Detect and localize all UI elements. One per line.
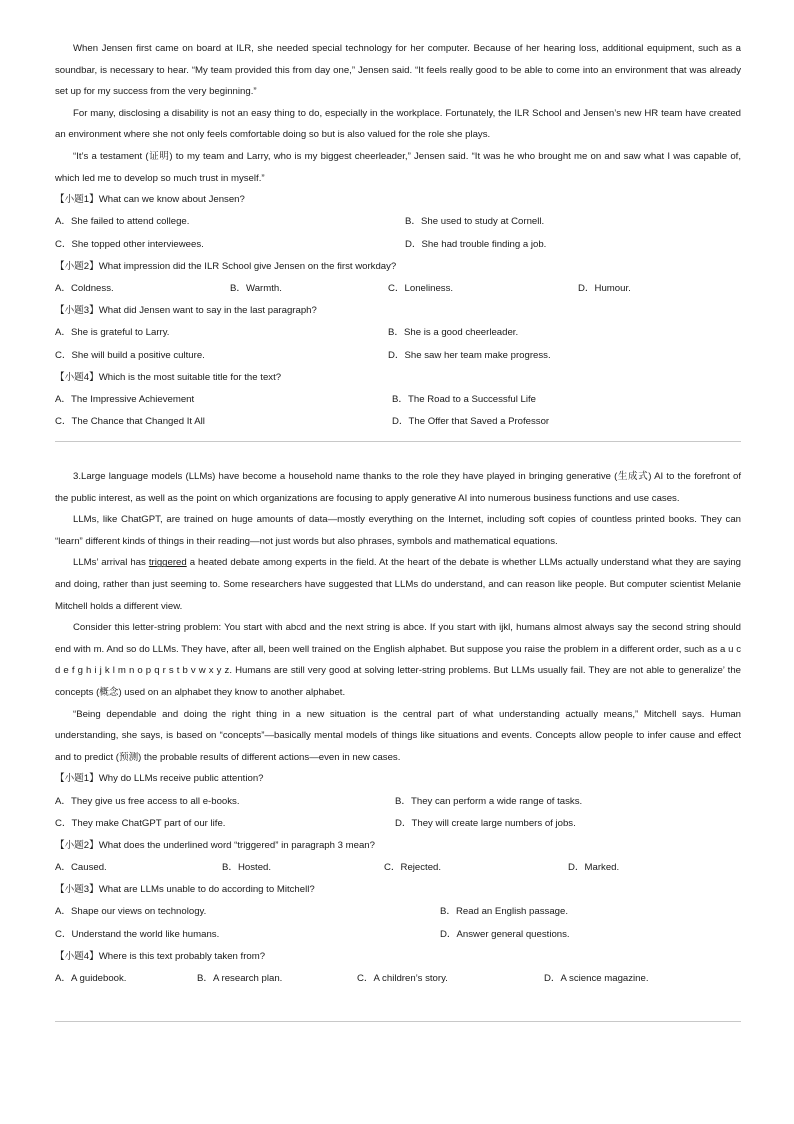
option-a: A．A guidebook. (55, 973, 127, 985)
passage-3-paragraph (55, 552, 741, 617)
question-stem: 【小题4】Which is the most suitable title for the text? (55, 371, 282, 383)
option-row (55, 234, 741, 256)
option-row (55, 322, 741, 344)
option-d: D．She saw her team make progress. (388, 349, 551, 361)
option-row (55, 211, 741, 233)
passage-3-paragraph: Consider this letter-string problem: You start with abcd and the next string is abce. If you start with ijkl, humans almost always say the second string should end with m. And so do LLMs. They have, after all, been well trained on the English alphabet. But suppose you raise the problem in a different order, such as a u c d e f g h i j k l m n o p q r s t b v w x y z. Humans are still very good at solving letter-string problems. But LLMs usually fail. They are not able to generalize’ the concepts (概念) used on an alphabet they know to another alphabet. (55, 622, 741, 698)
option-d: D．They will create large numbers of jobs. (395, 817, 576, 829)
option-b: B．The Road to a Successful Life (392, 393, 536, 405)
option-d: D．A science magazine. (544, 973, 649, 985)
question-stem: 【小题1】What can we know about Jensen? (55, 194, 245, 206)
passage-2-paragraph: “It’s a testament (证明) to my team and Larry, who is my biggest cheerleader,” Jensen said. “It was he who brought me on and saw what I was capable of, which led me to develop so much trust in myself.” (55, 150, 741, 184)
option-c: C．She will build a positive culture. (55, 349, 205, 361)
option-row (55, 968, 741, 990)
option-d: D．Humour. (578, 282, 631, 294)
question-stem: 【小题2】What impression did the ILR School give Jensen on the first workday? (55, 260, 397, 272)
option-a: A．She failed to attend college. (55, 216, 190, 228)
option-row (55, 901, 741, 923)
option-b: B．She is a good cheerleader. (388, 327, 519, 339)
question-stem: 【小题1】Why do LLMs receive public attention? (55, 773, 264, 785)
passage-3 (55, 466, 741, 990)
question-stem: 【小题2】What does the underlined word “triggered” in paragraph 3 mean? (55, 839, 375, 851)
option-c: C．The Chance that Changed It All (55, 416, 205, 428)
option-row (55, 791, 741, 813)
paragraph-text: LLMs’ arrival has (73, 557, 149, 569)
option-d: D．The Offer that Saved a Professor (392, 416, 550, 428)
option-a: A．Caused. (55, 862, 107, 874)
option-a: A．They give us free access to all e-books. (55, 795, 240, 807)
option-b: B．Hosted. (222, 862, 272, 874)
passage-2-paragraph: For many, disclosing a disability is not an easy thing to do, especially in the workplace. Fortunately, the ILR School and Jensen’s new HR team have created an environment where she not only feels comfortable doing so but is also valued for the role she plays. (55, 107, 741, 141)
option-b: B．She used to study at Cornell. (405, 216, 545, 228)
option-c: C．A children’s story. (357, 973, 448, 985)
passage-3-paragraph: 3.Large language models (LLMs) have become a household name thanks to the role they have played in bringing generative (生成式) AI to the forefront of the public interest, as well as the point on which organizations are focusing to apply generative AI into numerous business functions and use cases. (55, 471, 741, 504)
option-row (55, 857, 741, 879)
passage-3-paragraph: “Being dependable and doing the right thing in a new situation is the central part of what understanding actually means,” Mitchell says. Human understanding, she says, is based on “concepts”—basically mental models of things like situations and events. Concepts allow people to infer cause and effect and to predict (预测) the probable results of different actions—even in new cases. (55, 708, 741, 763)
option-a: A．Shape our views on technology. (55, 906, 207, 918)
option-b: B．A research plan. (197, 973, 283, 985)
paragraph-text: a heated debate among experts in the field. At the heart of the debate is whether LLMs actually understand what they are saying and doing, rather than just seeming to. Some researchers have suggested that LLMs do understand, and can reason like people. But computer scientist Melanie Mitchell holds a different view. (55, 557, 741, 612)
option-b: B．They can perform a wide range of tasks. (395, 795, 583, 807)
option-row (55, 813, 741, 835)
option-a: A．Coldness. (55, 282, 114, 294)
option-c: C．They make ChatGPT part of our life. (55, 817, 226, 829)
underlined-word: triggered (148, 557, 187, 569)
passage-2 (55, 38, 741, 433)
question-stem: 【小题3】What did Jensen want to say in the last paragraph? (55, 305, 317, 317)
option-d: D．Answer general questions. (440, 928, 570, 940)
question-stem: 【小题4】Where is this text probably taken from? (55, 950, 266, 962)
option-b: B．Warmth. (230, 282, 282, 294)
option-c: C．Understand the world like humans. (55, 928, 220, 940)
option-c: C．She topped other interviewees. (55, 238, 204, 250)
passage-2-paragraph: When Jensen first came on board at ILR, she needed special technology for her computer. Because of her hearing loss, additional equipment, such as a soundbar, is necessary to hear. “My team provided this from day one,” Jensen said. “It feels really good to be able to come into an environment that was already set up for my success from the very beginning.” (55, 43, 741, 98)
section-divider (55, 1021, 741, 1022)
option-a: A．The Impressive Achievement (55, 393, 195, 405)
option-row (55, 389, 741, 411)
question-stem: 【小题3】What are LLMs unable to do according to Mitchell? (55, 884, 315, 896)
option-a: A．She is grateful to Larry. (55, 327, 170, 339)
option-row (55, 411, 741, 433)
section-divider (55, 441, 741, 442)
option-row (55, 924, 741, 946)
option-c: C．Loneliness. (388, 282, 454, 294)
option-d: D．She had trouble finding a job. (405, 238, 547, 250)
option-row (55, 278, 741, 300)
option-c: C．Rejected. (384, 862, 442, 874)
option-d: D．Marked. (568, 862, 620, 874)
option-b: B．Read an English passage. (440, 906, 568, 918)
option-row (55, 345, 741, 367)
passage-3-paragraph: LLMs, like ChatGPT, are trained on huge amounts of data—mostly everything on the Internet, including soft copies of countless printed books. They can “learn” different kinds of things in their reading—not just words but also phrases, symbols and mathematical equations. (55, 514, 741, 547)
